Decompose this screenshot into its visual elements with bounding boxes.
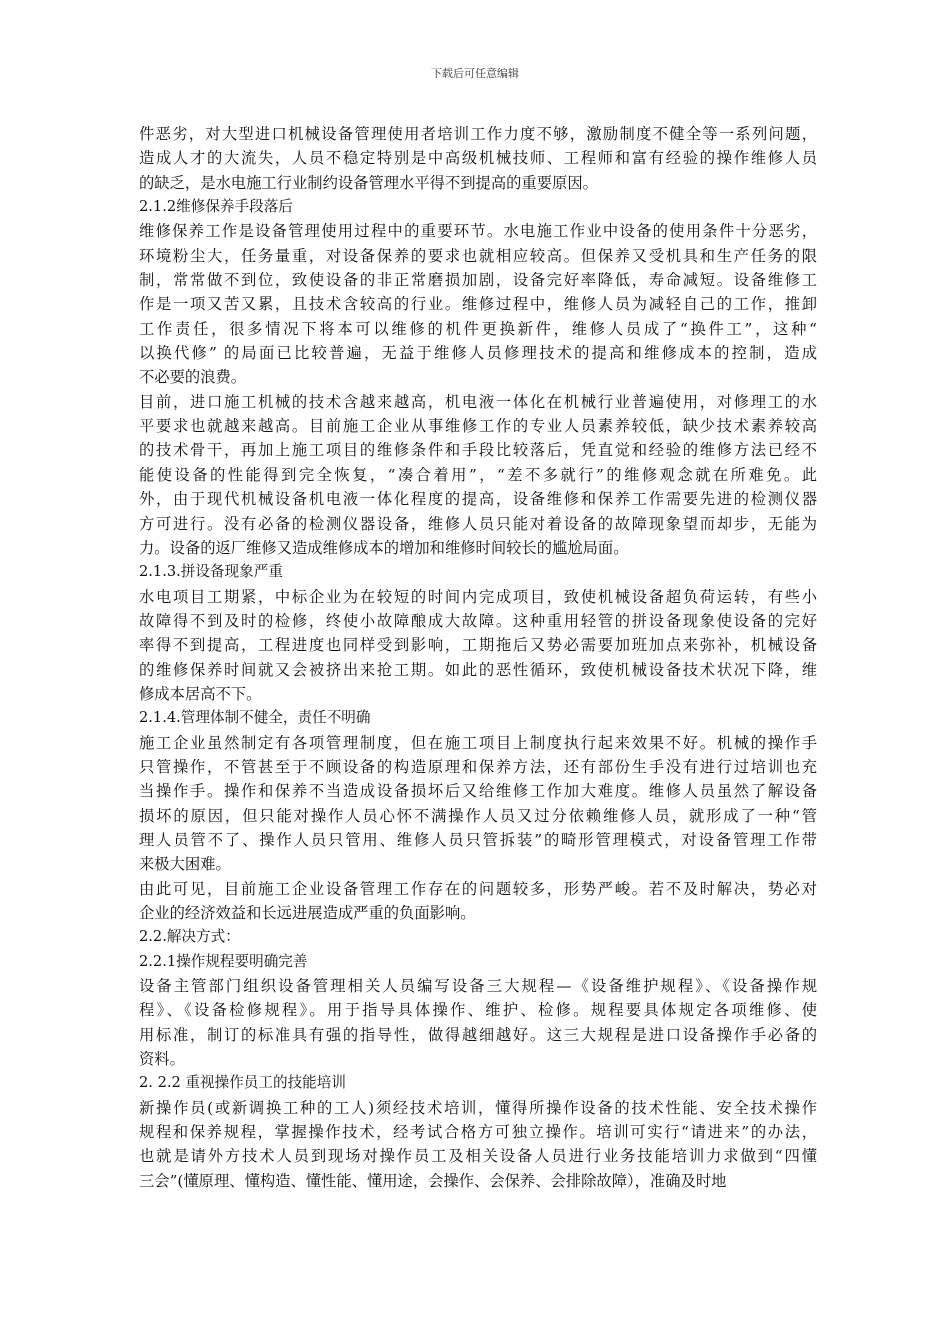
document-body (139, 122, 817, 1193)
paragraph (139, 974, 817, 1071)
text-line: 故障得不到及时的检修，终使小故障酿成大故障。这种重用轻管的拼设备现象使设备的完好 (139, 611, 817, 630)
text-line: 理人员管不了、操作人员只管用、维修人员只管拆装”的畸形管理模式，对设备管理工作带 (139, 830, 817, 849)
text-line: 的缺乏，是水电施工行业制约设备管理水平得不到提高的重要原因。 (139, 173, 598, 192)
text-line: 2.2.解决方式： (139, 928, 240, 946)
text-line: 维修保养工作是设备管理使用过程中的重要环节。水电施工作业中设备的使用条件十分恶劣， (139, 222, 817, 241)
text-line: 2.2.1操作规程要明确完善 (139, 952, 308, 970)
text-line: 平要求也就越来越高。目前施工企业从事维修工作的专业人员素养较低，缺少技术素养较高 (139, 417, 817, 436)
text-line: 2. 2.2 重视操作员工的技能培训 (139, 1074, 346, 1092)
paragraph (139, 877, 817, 926)
text-line: 来极大困难。 (139, 855, 231, 874)
text-line: 水电项目工期紧，中标企业为在较短的时间内完成项目，致使机械设备超负荷运转，有些小 (139, 587, 817, 606)
text-line: 件恶劣，对大型进口机械设备管理使用者培训工作力度不够，激励制度不健全等一系列问题， (139, 125, 817, 143)
section-heading (139, 925, 817, 949)
text-line: 由此可见，目前施工企业设备管理工作存在的问题较多，形势严峻。若不及时解决，势必对 (139, 879, 817, 898)
section-heading (139, 950, 817, 974)
text-line: 造成人才的大流失，人员不稳定特别是中高级机械技师、工程师和富有经验的操作维修人员 (139, 149, 817, 168)
page-header: 下载后可任意编辑 (431, 67, 519, 80)
paragraph (139, 390, 817, 560)
text-line: 2.1.4.管理体制不健全，责任不明确 (139, 709, 371, 727)
paragraph (139, 1096, 817, 1193)
text-line: 损坏的原因，但只能对操作人员心怀不满操作人员又过分依赖维修人员，就形成了一种“管 (139, 806, 817, 825)
text-line: 当操作手。操作和保养不当造成设备损坏后又给维修工作加大难度。维修人员虽然了解设备 (139, 782, 817, 801)
paragraph (139, 122, 817, 195)
text-line: 也就是请外方技术人员到现场对操作员工及相关设备人员进行业务技能培训力求做到“四懂 (139, 1147, 817, 1166)
paragraph (139, 731, 817, 877)
text-line: 新操作员(或新调换工种的工人)须经技术培训，懂得所操作设备的技术性能、安全技术操作 (139, 1098, 817, 1117)
text-line: 工作责任，很多情况下将本可以维修的机件更换新件，维修人员成了“换件工”，这种“ (139, 319, 817, 338)
text-line: 的技术骨干，再加上施工项目的维修条件和手段比较落后，凭直觉和经验的维修方法已经不 (139, 441, 817, 460)
text-line: 2.1.3.拼设备现象严重 (139, 563, 283, 581)
text-line: 规程和保养规程，掌握操作技术，经考试合格方可独立操作。培训可实行“请进来”的办法， (139, 1123, 817, 1142)
text-line: 目前，进口施工机械的技术含越来越高，机电液一体化在机械行业普遍使用，对修理工的水 (139, 392, 817, 411)
text-line: 用标准，制订的标准具有强的指导性，做得越细越好。这三大规程是进口设备操作手必备的 (139, 1025, 817, 1044)
text-line: 率得不到提高，工程进度也同样受到影响，工期拖后又势必需要加班加点来弥补，机械设备 (139, 636, 817, 655)
text-line: 程》、《设备检修规程》。用于指导具体操作、维护、检修。规程要具体规定各项维修、使 (139, 1001, 817, 1020)
text-line: 能使设备的性能得到完全恢复，“凑合着用”，“差不多就行”的维修观念就在所难免。此 (139, 465, 817, 484)
text-line: 的维修保养时间就又会被挤出来抢工期。如此的恶性循环，致使机械设备技术状况下降，维 (139, 660, 817, 679)
text-line: 设备主管部门组织设备管理相关人员编写设备三大规程—《设备维护规程》、《设备操作规 (139, 977, 817, 996)
text-line: 作是一项又苦又累，且技术含较高的行业。维修过程中，维修人员为减轻自己的工作，推卸 (139, 295, 817, 314)
section-heading (139, 195, 817, 219)
text-line: 力。设备的返厂维修又造成维修成本的增加和维修时间较长的尴尬局面。 (139, 538, 629, 557)
section-heading (139, 706, 817, 730)
text-line: 方可进行。没有必备的检测仪器设备，维修人员只能对着设备的故障现象望而却步，无能为 (139, 514, 817, 533)
section-heading (139, 560, 817, 584)
text-line: 2.1.2维修保养手段落后 (139, 198, 293, 216)
paragraph (139, 585, 817, 707)
text-line: 环境粉尘大，任务量重，对设备保养的要求也就相应较高。但保养又受机具和生产任务的限 (139, 246, 817, 265)
text-line: 不必要的浪费。 (139, 368, 247, 387)
paragraph (139, 219, 817, 389)
text-line: 三会”(懂原理、懂构造、懂性能、懂用途，会操作、会保养、会排除故障），准确及时地 (139, 1171, 727, 1190)
section-heading (139, 1071, 817, 1095)
text-line: 制，常常做不到位，致使设备的非正常磨损加剧，设备完好率降低，寿命减短。设备维修工 (139, 271, 817, 290)
text-line: 施工企业虽然制定有各项管理制度，但在施工项目上制度执行起来效果不好。机械的操作手 (139, 733, 817, 752)
text-line: 只管操作，不管甚至于不顾设备的构造原理和保养方法，还有部份生手没有进行过培训也充 (139, 757, 817, 776)
text-line: 企业的经济效益和长远进展造成严重的负面影响。 (139, 904, 476, 922)
text-line: 以换代修” 的局面已比较普遍，无益于维修人员修理技术的提高和维修成本的控制，造成 (139, 344, 817, 363)
text-line: 修成本居高不下。 (139, 684, 262, 703)
text-line: 外，由于现代机械设备机电液一体化程度的提高，设备维修和保养工作需要先进的检测仪器 (139, 490, 817, 509)
text-line: 资料。 (139, 1050, 185, 1069)
